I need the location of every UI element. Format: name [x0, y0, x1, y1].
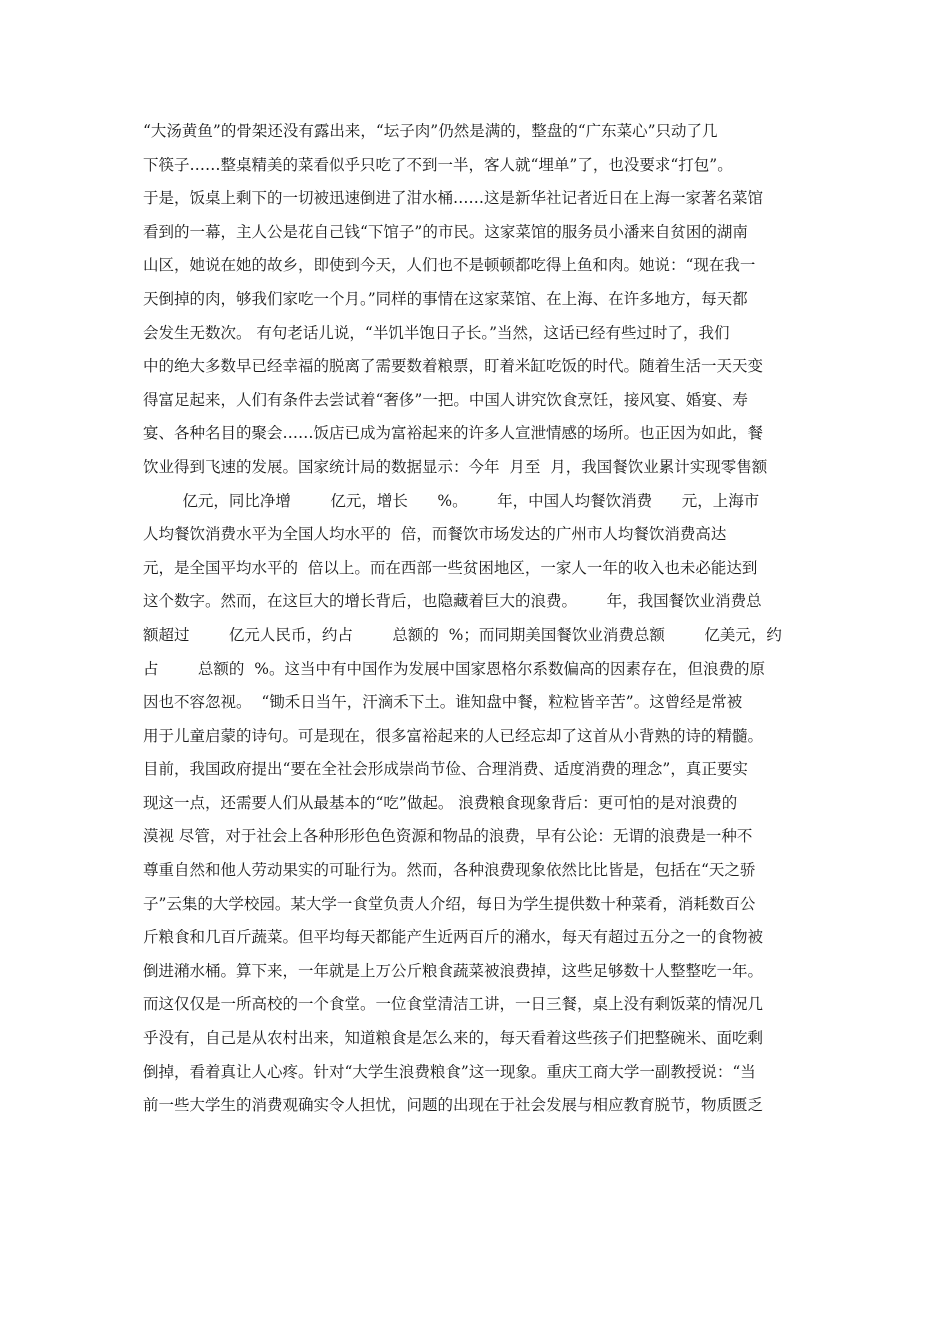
text-line: 占 总额的 %。这当中有中国作为发展中国家恩格尔系数偏高的因素存在，但浪费的原: [143, 659, 766, 678]
text-line: 乎没有，自己是从农村出来，知道粮食是怎么来的，每天看着这些孩子们把整碗米、面吃剩: [143, 1029, 764, 1048]
text-line: 下筷子……整桌精美的菜看似乎只吃了不到一半，客人就“埋单”了，也没要求“打包”。: [143, 155, 733, 174]
text-line: 山区，她说在她的故乡，即使到今天，人们也不是顿顿都吃得上鱼和肉。她说：“现在我一: [143, 256, 756, 275]
text-line: 看到的一幕，主人公是花自己钱“下馆子”的市民。这家菜馆的服务员小潘来自贫困的湖南: [143, 222, 748, 241]
text-line: 漠视 尽管，对于社会上各种形形色色资源和物品的浪费，早有公论：无谓的浪费是一种不: [143, 827, 753, 846]
text-line: 尊重自然和他人劳动果实的可耻行为。然而，各种浪费现象依然比比皆是，包括在“天之骄: [143, 861, 756, 880]
text-line: 斤粮食和几百斤蔬菜。但平均每天都能产生近两百斤的潲水，每天有超过五分之一的食物被: [143, 928, 764, 947]
text-line: 而这仅仅是一所高校的一个食堂。一位食堂清洁工讲，一日三餐，桌上没有剩饭菜的情况几: [143, 995, 764, 1014]
body-text: [143, 115, 813, 1123]
text-line: 这个数字。然而，在这巨大的增长背后，也隐藏着巨大的浪费。 年，我国餐饮业消费总: [143, 592, 762, 611]
text-line: 会发生无数次。 有句老话儿说，“半饥半饱日子长。”当然，这话已经有些过时了，我们: [143, 323, 730, 342]
text-line: 人均餐饮消费水平为全国人均水平的 倍，而餐饮市场发达的广州市人均餐饮消费高达: [143, 525, 727, 544]
text-line: 中的绝大多数早已经幸福的脱离了需要数着粮票，盯着米缸吃饭的时代。随着生活一天天变: [143, 357, 764, 376]
text-line: 目前，我国政府提出“要在全社会形成崇尚节俭、合理消费、适度消费的理念”，真正要实: [143, 760, 748, 779]
text-line: 用于儿童启蒙的诗句。可是现在，很多富裕起来的人已经忘却了这首从小背熟的诗的精髓。: [143, 726, 764, 745]
text-line: 子”云集的大学校园。某大学一食堂负责人介绍，每日为学生提供数十种菜肴，消耗数百公: [143, 894, 756, 913]
text-line: 得富足起来，人们有条件去尝试着“奢侈”一把。中国人讲究饮食烹饪，接风宴、婚宴、寿: [143, 390, 748, 409]
text-line: 天倒掉的肉，够我们家吃一个月。”同样的事情在这家菜馆、在上海、在许多地方，每天都: [143, 289, 748, 308]
text-line: 于是，饭桌上剩下的一切被迅速倒进了泔水桶……这是新华社记者近日在上海一家著名菜馆: [143, 189, 764, 208]
text-line: 现这一点，还需要人们从最基本的“吃”做起。 浪费粮食现象背后：更可怕的是对浪费的: [143, 793, 738, 812]
text-line: 元，是全国平均水平的 倍以上。而在西部一些贫困地区，一家人一年的收入也未必能达到: [143, 558, 758, 577]
text-line: 倒掉，看着真让人心疼。针对“大学生浪费粮食”这一现象。重庆工商大学一副教授说：“当: [143, 1062, 756, 1081]
text-line: 因也不容忽视。 “锄禾日当午，汗滴禾下土。谁知盘中餐，粒粒皆辛苦”。这曾经是常被: [143, 693, 743, 712]
text-line: 倒进潲水桶。算下来，一年就是上万公斤粮食蔬菜被浪费掉，这些足够数十人整整吃一年。: [143, 961, 764, 980]
text-line: “大汤黄鱼”的骨架还没有露出来，“坛子肉”仍然是满的，整盘的“广东菜心”只动了几: [143, 122, 718, 140]
text-line: 亿元，同比净增 亿元，增长 %。 年，中国人均餐饮消费 元，上海市: [143, 491, 760, 510]
text-line: 前一些大学生的消费观确实令人担忧，问题的出现在于社会发展与相应教育脱节，物质匮乏: [143, 1096, 764, 1115]
text-line: 宴、各种名目的聚会……饭店已成为富裕起来的许多人宣泄情感的场所。也正因为如此，餐: [143, 424, 764, 443]
text-line: 饮业得到飞速的发展。国家统计局的数据显示：今年 月至 月，我国餐饮业累计实现零售额: [143, 457, 768, 476]
text-line: 额超过 亿元人民币，约占 总额的 %；而同期美国餐饮业消费总额 亿美元，约: [143, 625, 782, 644]
